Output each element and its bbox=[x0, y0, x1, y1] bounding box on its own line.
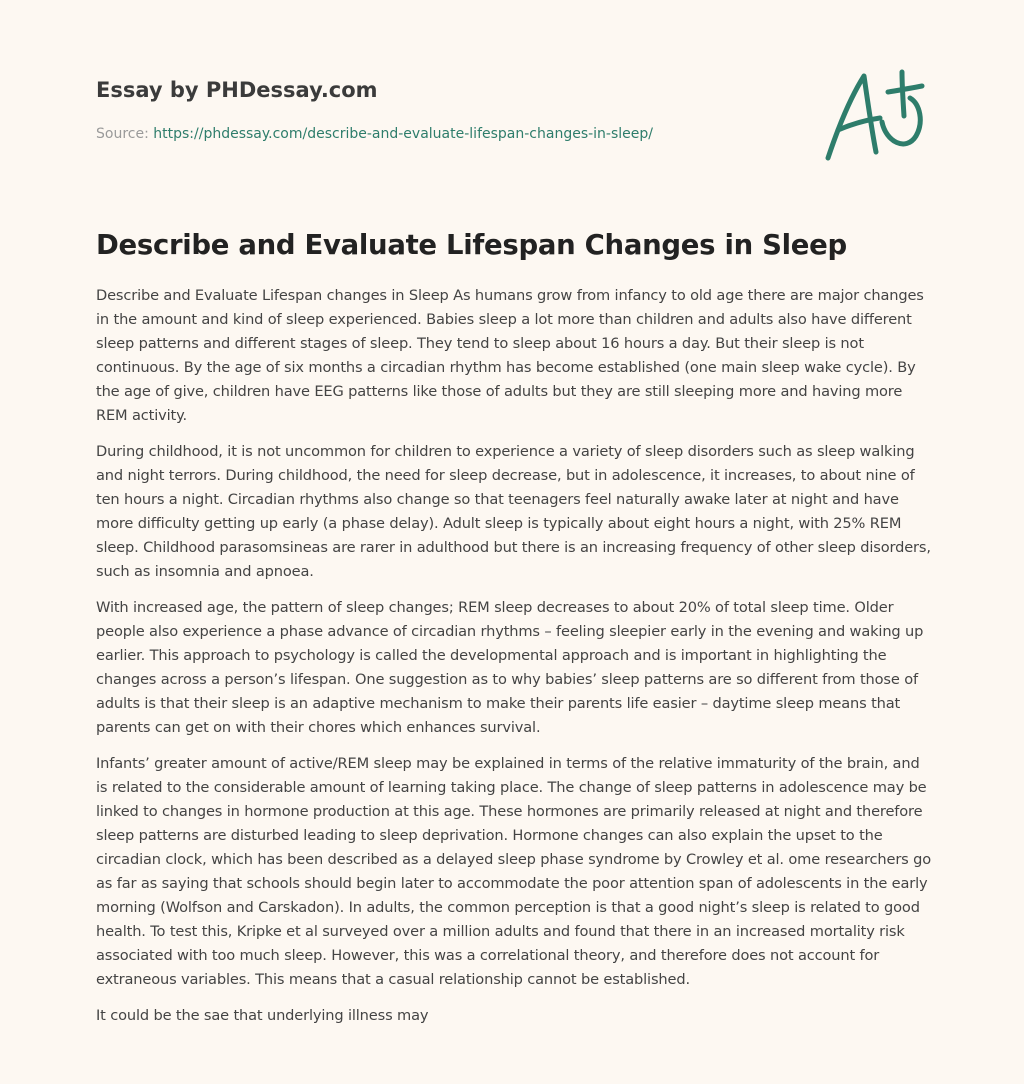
essay-paragraph: Describe and Evaluate Lifespan changes in Sleep As humans grow from infancy to old age there are major changes in the amount and kind of sleep experienced. Babies sleep a lot more than children and adults also have different sleep patterns and different stages of sleep. They tend to sleep about 16 hours a day. But their sleep is not continuous. By the age of six months a circadian rhythm has become established (one main sleep wake cycle). By the age of give, children have EEG patterns like those of adults but they are still sleeping more and having more REM activity. bbox=[96, 287, 924, 424]
source-label: Source: bbox=[96, 126, 149, 142]
source-line bbox=[96, 124, 796, 144]
essay-body bbox=[96, 284, 932, 1040]
essay-header bbox=[96, 76, 796, 144]
essay-paragraph: Infants’ greater amount of active/REM sleep may be explained in terms of the relative immaturity of the brain, and is related to the considerable amount of learning taking place. The change of sleep patterns in adolescence may be linked to changes in hormone production at this age. These hormones are primarily released at night and therefore sleep patterns are disturbed leading to sleep deprivation. Hormone changes can also explain the upset to the circadian clock, which has been described as a delayed sleep phase syndrome by Crowley et al. ome researchers go as far as saying that schools should begin later to accommodate the poor attention span of adolescents in the early morning (Wolfson and Carskadon). In adults, the common perception is that a good night’s sleep is related to good health. To test this, Kripke et al surveyed over a million adults and found that there in an increased mortality risk associated with too much sleep. However, this was a correlational theory, and therefore does not account for extraneous variables. This means that a casual relationship cannot be established. bbox=[96, 755, 932, 988]
source-link[interactable]: https://phdessay.com/describe-and-evaluate-lifespan-changes-in-sleep/ bbox=[153, 126, 653, 142]
site-brand: Essay by PHDessay.com bbox=[96, 78, 378, 102]
essay-paragraph: During childhood, it is not uncommon for children to experience a variety of sleep disorders such as sleep walking and night terrors. During childhood, the need for sleep decrease, but in adolescence, it increases, to about nine of ten hours a night. Circadian rhythms also change so that teenagers feel naturally awake later at night and have more difficulty getting up early (a phase delay). Adult sleep is typically about eight hours a night, with 25% REM sleep. Childhood parasomsineas are rarer in adulthood but there is an increasing frequency of other sleep disorders, such as insomnia and apnoea. bbox=[96, 443, 931, 580]
essay-paragraph: With increased age, the pattern of sleep changes; REM sleep decreases to about 20% of total sleep time. Older people also experience a phase advance of circadian rhythms – feeling sleepier early in the evening and waking up earlier. This approach to psychology is called the developmental approach and is important in highlighting the changes across a person’s lifespan. One suggestion as to why babies’ sleep patterns are so different from those of adults is that their sleep is an adaptive mechanism to make their parents life easier – daytime sleep means that parents can get on with their chores which enhances survival. bbox=[96, 599, 924, 736]
essay-title: Describe and Evaluate Lifespan Changes in Sleep bbox=[96, 229, 847, 261]
essay-paragraph: It could be the sae that underlying illness may bbox=[96, 1007, 429, 1024]
a-plus-logo-icon bbox=[822, 66, 930, 166]
